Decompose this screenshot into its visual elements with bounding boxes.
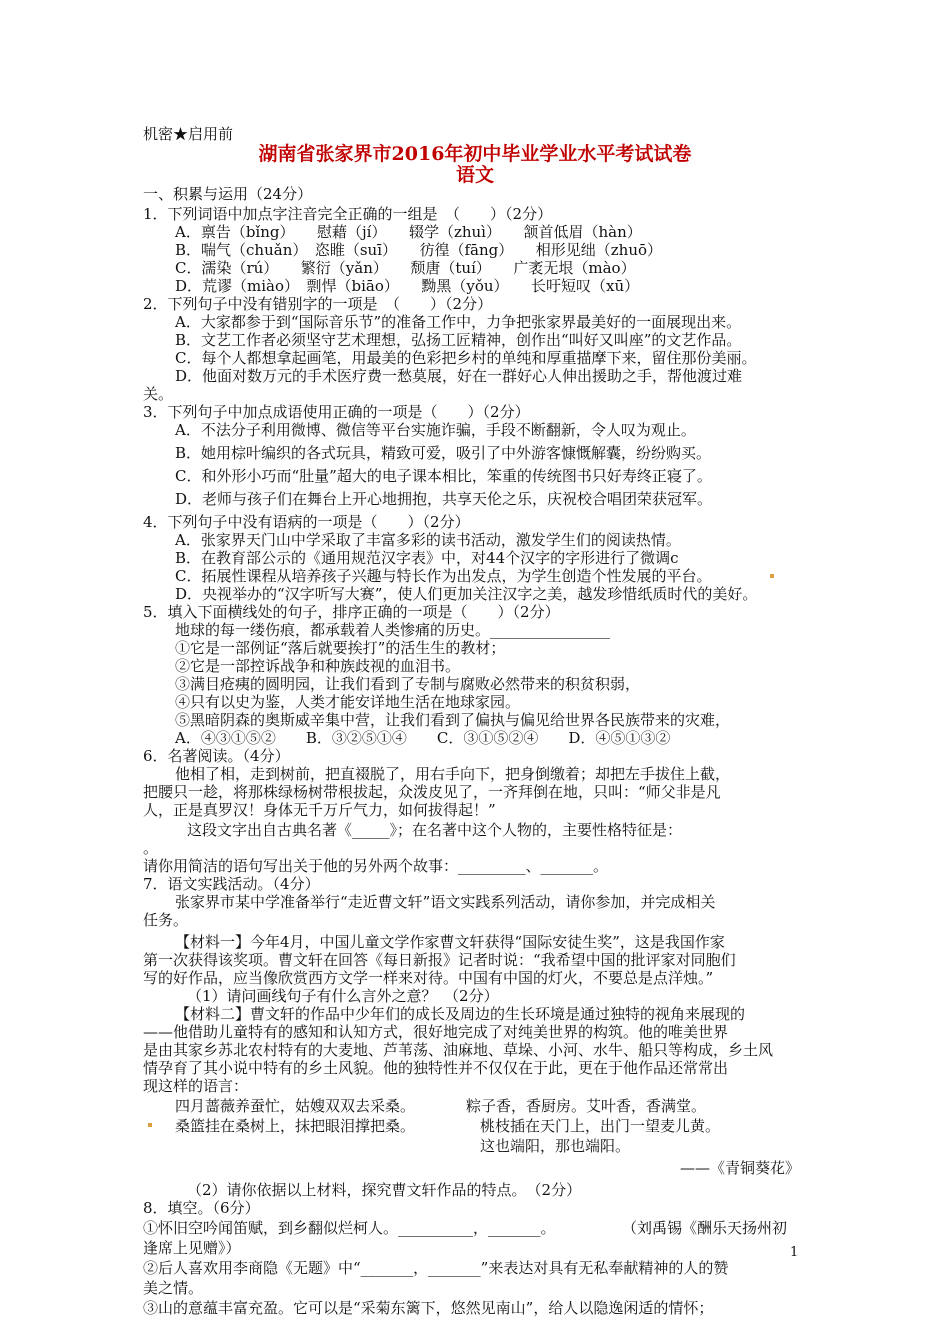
q3-option-a: A．不法分子利用微博、微信等平台实施诈骗，手段不断翻新，令人叹为观止。 bbox=[175, 421, 696, 439]
question-2: 2．下列句子中没有错别字的一项是 （ ）（2分） bbox=[143, 295, 493, 313]
q1-option-d: D．荒谬（miào） 剽悍（biāo） 黝黑（yǒu） 长吁短叹（xū） bbox=[175, 277, 640, 295]
q5-stem: 地球的每一缕伤痕，都承载着人类惨痛的历史。________________ bbox=[175, 621, 611, 639]
q5-sentence-1: ①它是一部例证“落后就要挨打”的活生生的教材； bbox=[175, 639, 506, 657]
q8-item-1: ①怀旧空吟闻笛赋，到乡翻似烂柯人。__________，_______。 bbox=[143, 1219, 556, 1237]
poem-right-2: 桃枝插在天门上，出门一望麦儿黄。 bbox=[480, 1117, 721, 1135]
q6-question-2: 请你用简洁的语句写出关于他的另外两个故事：_________、_______。 bbox=[143, 857, 609, 875]
question-3: 3．下列句子中加点成语使用正确的一项是（ ）（2分） bbox=[143, 403, 530, 421]
q4-option-a: A．张家界天门山中学采取了丰富多彩的读书活动，激发学生们的阅读热情。 bbox=[175, 531, 681, 549]
q7-intro-1: 张家界市某中学准备举行“走近曹文轩”语文实践系列活动，请你参加，并完成相关 bbox=[175, 893, 716, 911]
q1-option-b: B．喘气（chuǎn） 恣睢（suī） 彷徨（fāng） 相形见绌（zhuō） bbox=[175, 241, 663, 259]
question-4: 4．下列句子中没有语病的一项是（ ）（2分） bbox=[143, 513, 470, 531]
question-8: 8．填空。（6分） bbox=[143, 1199, 260, 1217]
material-1-line-1: 【材料一】今年4月，中国儿童文学作家曹文轩获得“国际安徒生奖”，这是我国作家 bbox=[175, 933, 725, 951]
material-2-line-3: 是由其家乡苏北农村特有的大麦地、芦苇荡、油麻地、草垛、小河、水牛、船只等构成，乡土风 bbox=[143, 1041, 774, 1059]
q5-options: A．④③①⑤② B．③②⑤①④ C．③①⑤②④ D．④⑤①③② bbox=[175, 729, 671, 747]
question-5: 5．填入下面横线处的句子，排序正确的一项是（ ）（2分） bbox=[143, 603, 560, 621]
q3-option-d: D．老师与孩子们在舞台上开心地拥抱，共享天伦之乐，庆祝校合唱团荣获冠军。 bbox=[175, 490, 713, 508]
material-2-line-1: 【材料二】曹文轩的作品中少年们的成长及周边的生长环境是通过独特的视角来展现的 bbox=[175, 1005, 746, 1023]
q6-question-1: 这段文字出自古典名著《_____》；在名著中这个人物的，主要性格特征是： bbox=[187, 821, 683, 839]
q7-intro-2: 任务。 bbox=[143, 911, 189, 929]
exam-title: 湖南省张家界市2016年初中毕业学业水平考试试卷 bbox=[258, 143, 692, 165]
question-1: 1．下列词语中加点字注音完全正确的一组是 （ ）（2分） bbox=[143, 205, 553, 223]
stray-mark bbox=[148, 1123, 152, 1127]
question-6: 6．名著阅读。（4分） bbox=[143, 747, 290, 765]
q6-passage-1: 他相了相，走到树前，把直裰脱了，用右手向下，把身倒缴着；却把左手拔住上截， bbox=[175, 765, 731, 783]
q4-option-c: C．拓展性课程从培养孩子兴趣与特长作为出发点，为学生创造个性发展的平台。 bbox=[175, 567, 712, 585]
q5-sentence-4: ④只有以史为鉴，人类才能安详地生活在地球家园。 bbox=[175, 693, 521, 711]
q2-option-b: B．文艺工作者必须坚守艺术理想，弘扬工匠精神，创作出“叫好又叫座”的文艺作品。 bbox=[175, 331, 742, 349]
q8-item-2-cont: 美之情。 bbox=[143, 1279, 204, 1297]
q6-passage-3: 人，正是真罗汉！身体无千万斤气力，如何拔得起！” bbox=[143, 801, 496, 819]
q5-sentence-3: ③满目疮痍的圆明园，让我们看到了专制与腐败必然带来的积贫积弱， bbox=[175, 675, 641, 693]
q1-option-c: C．濡染（rú） 繁衍（yǎn） 颓唐（tuí） 广袤无垠（mào） bbox=[175, 259, 636, 277]
poem-source: ——《青铜葵花》 bbox=[680, 1159, 801, 1177]
q2-option-a: A．大家都参于到“国际音乐节”的准备工作中，力争把张家界最美好的一面展现出来。 bbox=[175, 313, 742, 331]
q8-item-2: ②后人喜欢用李商隐《无题》中“_______，_______”来表达对具有无私奉献精神的人的赞 bbox=[143, 1259, 729, 1277]
q4-option-d: D．央视举办的“汉字听写大赛”，使人们更加关注汉字之美，越发珍惜纸质时代的美好。 bbox=[175, 585, 758, 603]
q8-item-3: ③山的意蕴丰富充盈。它可以是“采菊东篱下，悠然见南山”，给人以隐逸闲适的情怀； bbox=[143, 1299, 714, 1317]
q5-sentence-5: ⑤黑暗阴森的奥斯威辛集中营，让我们看到了偏执与偏见给世界各民族带来的灾难， bbox=[175, 711, 731, 729]
q8-item-1-cont: 逢席上见赠》） bbox=[143, 1239, 241, 1257]
confidential-label: 机密★启用前 bbox=[143, 125, 234, 143]
question-7: 7．语文实践活动。（4分） bbox=[143, 875, 320, 893]
q5-sentence-2: ②它是一部控诉战争和种族歧视的血泪书。 bbox=[175, 657, 461, 675]
material-2-line-2: ——他借助儿童特有的感知和认知方式，很好地完成了对纯美世界的构筑。他的唯美世界 bbox=[143, 1023, 729, 1041]
q8-item-1-source: （刘禹锡《酬乐天扬州初 bbox=[622, 1219, 788, 1237]
q2-option-c: C．每个人都想拿起画笔，用最美的色彩把乡村的单纯和厚重描摩下来，留住那份美丽。 bbox=[175, 349, 757, 367]
exam-subject: 语文 bbox=[455, 164, 494, 186]
poem-left-1: 四月蔷薇养蚕忙，姑嫂双双去采桑。 bbox=[175, 1097, 416, 1115]
poem-right-3: 这也端阳，那也端阳。 bbox=[480, 1137, 631, 1155]
poem-right-1: 粽子香，香厨房。艾叶香，香满堂。 bbox=[466, 1097, 707, 1115]
poem-left-2: 桑篮挂在桑树上，抹把眼泪撑把桑。 bbox=[175, 1117, 416, 1135]
material-1-line-2: 第一次获得该奖项。曹文轩在回答《每日新报》记者时说：“我希望中国的批评家对同胞们 bbox=[143, 951, 736, 969]
stray-mark bbox=[770, 574, 774, 578]
q2-option-d: D．他面对数万元的手术医疗费一愁莫展，好在一群好心人伸出援助之手，帮他渡过难 bbox=[175, 367, 743, 385]
q2-option-d-cont: 关。 bbox=[143, 385, 174, 403]
q3-option-c: C．和外形小巧而“肚量”超大的电子课本相比，笨重的传统图书只好寿终正寝了。 bbox=[175, 467, 712, 485]
section-heading: 一、积累与运用（24分） bbox=[143, 185, 313, 203]
q6-question-1-end: 。 bbox=[143, 839, 159, 857]
q6-passage-2: 把腰只一趁，将那株绿杨树带根拔起，众泼皮见了，一齐拜倒在地，只叫：“师父非是凡 bbox=[143, 783, 721, 801]
q1-option-a: A．禀告（bǐng） 慰藉（jí） 辍学（zhuì） 颔首低眉（hàn） bbox=[175, 223, 642, 241]
material-2-line-4: 情孕育了其小说中特有的乡土风貌。他的独特性并不仅仅在于此，更在于他作品还常常出 bbox=[143, 1059, 729, 1077]
q7-sub-2: （2）请你依据以上材料，探究曹文轩作品的特点。 （2分） bbox=[187, 1181, 582, 1199]
material-2-line-5: 现这样的语言： bbox=[143, 1077, 249, 1095]
q3-option-b: B．她用棕叶编织的各式玩具，精致可爱，吸引了中外游客慷慨解囊，纷纷购买。 bbox=[175, 444, 712, 462]
q4-option-b: B．在教育部公示的《通用规范汉字表》中，对44个汉字的字形进行了微调c bbox=[175, 549, 679, 567]
q7-sub-1: （1）请问画线句子有什么言外之意？ （2分） bbox=[187, 987, 499, 1005]
page-number: 1 bbox=[790, 1245, 799, 1260]
material-1-line-3: 写的好作品，应当像欣赏西方文学一样来对待。中国有中国的灯火，不要总是点洋烛。” bbox=[143, 969, 714, 987]
